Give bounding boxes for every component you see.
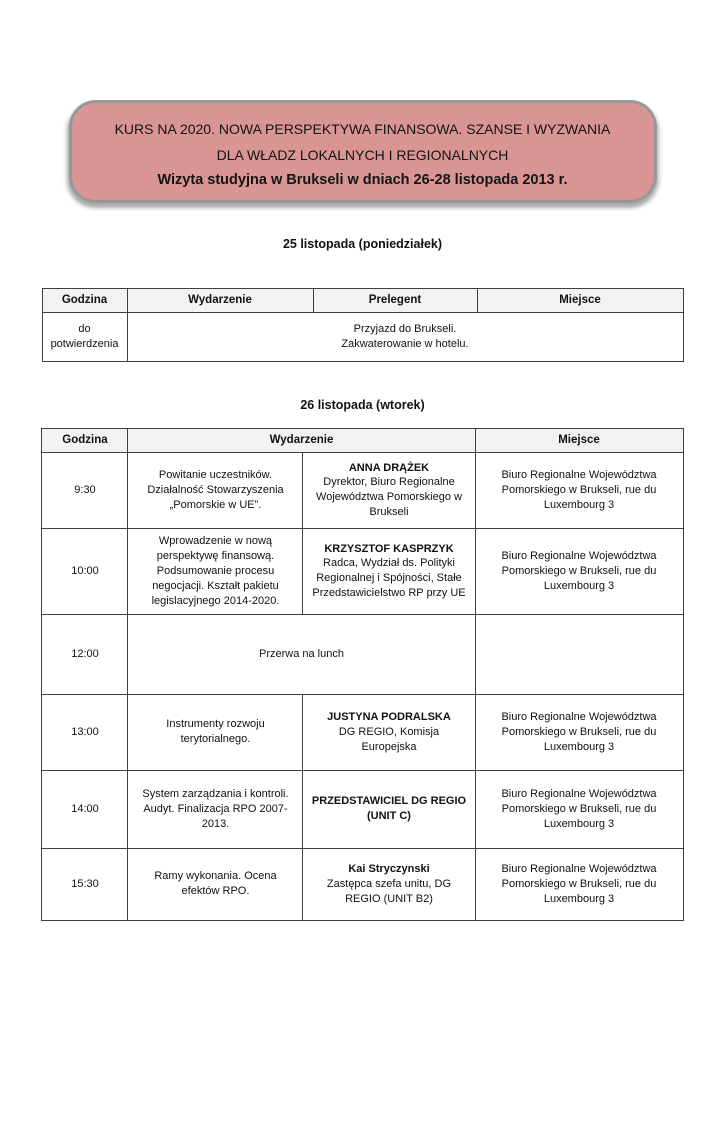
speaker-role: DG REGIO, Komisja Europejska bbox=[338, 725, 440, 753]
column-header-godzina: Godzina bbox=[42, 428, 128, 452]
day1-title: 25 listopada (poniedziałek) bbox=[282, 236, 443, 251]
event-cell: Przerwa na lunch bbox=[128, 614, 475, 694]
speaker-cell bbox=[303, 694, 475, 770]
time-cell: 12:00 bbox=[42, 614, 128, 694]
day2-title: 26 listopada (wtorek) bbox=[300, 397, 425, 412]
place-cell: Biuro Regionalne Województwa Pomorskiego w Brukseli, rue du Luxembourg 3 bbox=[475, 848, 683, 920]
title-banner bbox=[69, 100, 657, 203]
place-cell: Biuro Regionalne Województwa Pomorskiego w Brukseli, rue du Luxembourg 3 bbox=[475, 528, 683, 614]
column-header-wydarzenie: Wydarzenie bbox=[128, 428, 475, 452]
speaker-name: ANNA DRĄŻEK bbox=[348, 461, 430, 474]
event-cell: System zarządzania i kontroli. Audyt. Finalizacja RPO 2007-2013. bbox=[128, 770, 303, 848]
column-header-wydarzenie: Wydarzenie bbox=[127, 288, 313, 312]
document-page bbox=[0, 100, 725, 1124]
day1-schedule-table bbox=[42, 288, 684, 362]
place-cell: Biuro Regionalne Województwa Pomorskiego w Brukseli, rue du Luxembourg 3 bbox=[475, 694, 683, 770]
table-row bbox=[42, 848, 683, 920]
speaker-name: KRZYSZTOF KASPRZYK bbox=[324, 542, 454, 555]
course-title: KURS NA 2020. NOWA PERSPEKTYWA FINANSOWA. SZANSE I WYZWANIA DLA WŁADZ LOKALNYCH I REGIONALNYCH bbox=[114, 121, 611, 163]
speaker-cell bbox=[303, 528, 475, 614]
time-cell: 15:30 bbox=[42, 848, 128, 920]
day1-header-row bbox=[42, 288, 683, 312]
table-row bbox=[42, 312, 683, 361]
visit-subtitle: Wizyta studyjna w Brukseli w dniach 26-28 listopada 2013 r. bbox=[157, 171, 568, 188]
event-cell: Powitanie uczestników. Działalność Stowarzyszenia „Pomorskie w UE”. bbox=[128, 452, 303, 528]
speaker-cell bbox=[303, 848, 475, 920]
table-row bbox=[42, 614, 683, 694]
time-cell: 9:30 bbox=[42, 452, 128, 528]
table-row bbox=[42, 528, 683, 614]
speaker-cell bbox=[303, 452, 475, 528]
speaker-name: JUSTYNA PODRALSKA bbox=[327, 711, 451, 724]
place-cell: Biuro Regionalne Województwa Pomorskiego w Brukseli, rue du Luxembourg 3 bbox=[475, 770, 683, 848]
time-cell: 14:00 bbox=[42, 770, 128, 848]
table-row bbox=[42, 452, 683, 528]
day2-header-row bbox=[42, 428, 683, 452]
title-banner-fill bbox=[72, 103, 654, 200]
column-header-miejsce: Miejsce bbox=[475, 428, 683, 452]
event-line: Zakwaterowanie w hotelu. bbox=[341, 337, 469, 350]
column-header-prelegent: Prelegent bbox=[313, 288, 477, 312]
event-cell bbox=[127, 312, 683, 361]
speaker-role: Radca, Wydział ds. Polityki Regionalnej i Spójności, Stałe Przedstawicielstwo RP przy UE bbox=[312, 557, 466, 600]
place-cell: Biuro Regionalne Województwa Pomorskiego w Brukseli, rue du Luxembourg 3 bbox=[475, 452, 683, 528]
event-cell: Wprowadzenie w nową perspektywę finansową. Podsumowanie procesu negocjacji. Kształt pakietu legislacyjnego 2014-2020. bbox=[128, 528, 303, 614]
column-header-godzina: Godzina bbox=[42, 288, 127, 312]
column-header-miejsce: Miejsce bbox=[477, 288, 683, 312]
event-cell: Instrumenty rozwoju terytorialnego. bbox=[128, 694, 303, 770]
time-cell: 13:00 bbox=[42, 694, 128, 770]
place-cell bbox=[475, 614, 683, 694]
time-cell: 10:00 bbox=[42, 528, 128, 614]
speaker-name: PRZEDSTAWICIEL DG REGIO (UNIT C) bbox=[311, 795, 467, 823]
event-line: Przyjazd do Brukseli. bbox=[353, 322, 457, 335]
event-cell: Ramy wykonania. Ocena efektów RPO. bbox=[128, 848, 303, 920]
speaker-name: Kai Stryczynski bbox=[348, 863, 430, 876]
speaker-role: Zastępca szefa unitu, DG REGIO (UNIT B2) bbox=[326, 877, 452, 905]
table-row bbox=[42, 694, 683, 770]
day2-schedule-table bbox=[41, 428, 683, 921]
time-cell: do potwierdzenia bbox=[42, 312, 127, 361]
table-row bbox=[42, 770, 683, 848]
speaker-cell bbox=[303, 770, 475, 848]
speaker-role: Dyrektor, Biuro Regionalne Województwa Pomorskiego w Brukseli bbox=[316, 476, 462, 519]
